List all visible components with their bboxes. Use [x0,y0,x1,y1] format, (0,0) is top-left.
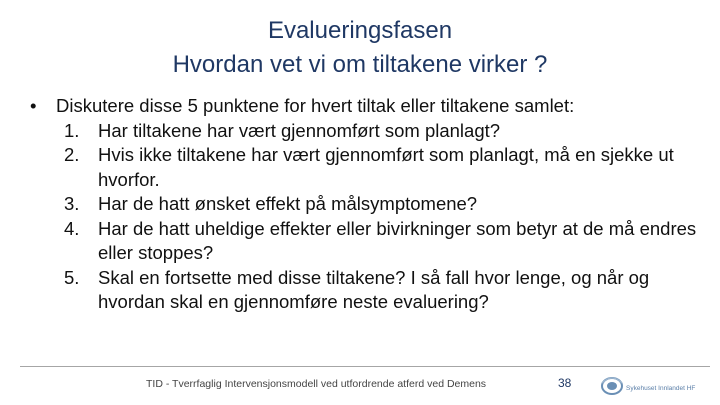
numbered-list [30,119,700,315]
list-text: Hvis ikke tiltakene har vært gjennomført som planlagt, må en sjekke ut hvorfor. [98,144,674,190]
bullet-dot: • [30,95,37,116]
slide-title [0,14,720,82]
title-line-1: Evalueringsfasen [267,17,453,44]
bullet-item [30,94,700,119]
list-number: 4. [64,217,80,239]
slide-body [30,94,700,315]
list-item [64,143,700,192]
sykehuset-innlandet-logo [600,371,718,399]
page-number: 38 [558,376,572,390]
footer-text: TID - Tverrfaglig Intervensjonsmodell ved utfordrende atferd ved Demens [146,378,487,390]
list-number: 1. [64,119,80,141]
list-number: 5. [64,266,80,288]
title-line-2: Hvordan vet vi om tiltakene virker ? [172,51,548,78]
list-number: 3. [64,193,80,214]
list-item [64,119,700,144]
list-text: Har de hatt uheldige effekter eller bivirkninger som betyr at de må endres eller stoppes? [98,217,697,263]
list-text: Skal en fortsette med disse tiltakene? I så fall hvor lenge, og når og hvordan skal en gjennomføre neste evaluering? [98,266,650,312]
list-text: Har de hatt ønsket effekt på målsymptomene? [98,193,478,214]
bullet-text: Diskutere disse 5 punktene for hvert tiltak eller tiltakene samlet: [56,95,575,116]
list-text: Har tiltakene har vært gjennomført som planlagt? [98,119,501,141]
list-item [64,192,700,217]
footer-divider [20,366,710,367]
list-number: 2. [64,144,80,165]
logo-text: Sykehuset Innlandet HF [626,385,696,392]
list-item [64,266,700,315]
list-item [64,217,700,266]
